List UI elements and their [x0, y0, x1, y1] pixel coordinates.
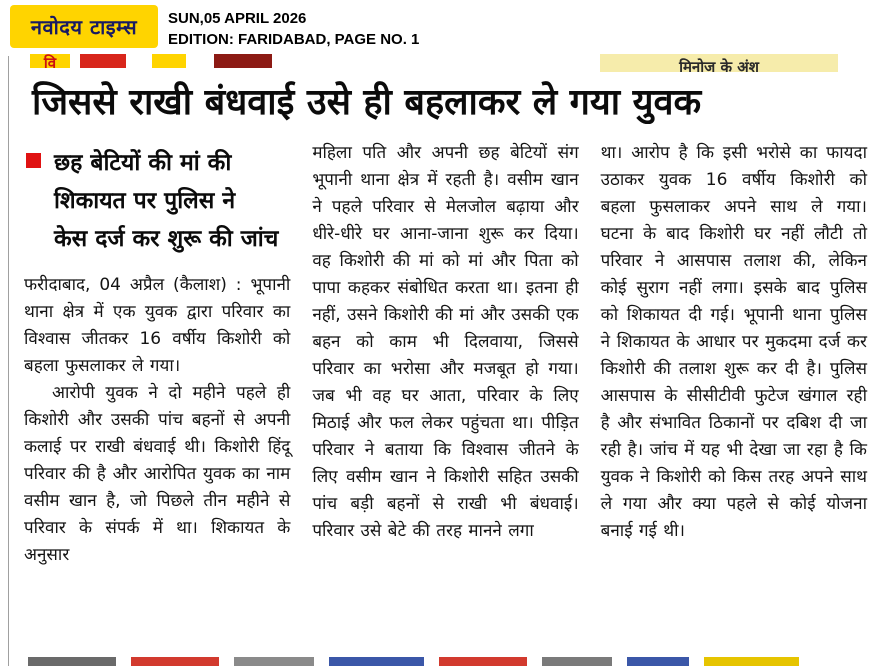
subhead-line: केस दर्ज कर शुरू की जांच [54, 226, 279, 253]
cutoff-text-fragment: वि [30, 54, 70, 68]
article-clipping [0, 54, 889, 666]
sub-headline [24, 144, 290, 258]
date-edition-block [168, 8, 419, 50]
column-2 [312, 140, 578, 569]
article-headline: जिससे राखी बंधवाई उसे ही बहलाकर ले गया युवक [32, 82, 702, 123]
torn-fragment [131, 657, 219, 666]
body-paragraph: था। आरोप है कि इसी भरोसे का फायदा उठाकर युवक 16 वर्षीय किशोरी को बहला फुसलाकर अपने साथ ले गया। घटना के बाद किशोरी घर नहीं लौटी तो परिवार ने आसपास तलाश की, लेकिन कोई सुराग नहीं लगा। इसके बाद पुलिस को शिकायत दी गई। भूपानी थाना पुलिस ने शिकायत के आधार पर मुकदमा दर्ज कर किशोरी की तलाश शुरू कर दी है। पुलिस आसपास के सीसीटीवी फुटेज खंगाल रही है और संभावित ठिकानों पर दबिश दी जा रही है। जांच में यह भी देखा जा रहा है कि युवक ने किशोरी को किस तरह अपने साथ ले गया और क्या पहले से कोई योजना बनाई गई थी। [600, 143, 867, 542]
edition-line: EDITION: FARIDABAD, PAGE NO. 1 [168, 31, 420, 48]
body-paragraph: महिला पति और अपनी छह बेटियों संग भूपानी थाना क्षेत्र में रहती है। वसीम खान ने पहले परिवार से मेलजोल बढ़ाया और धीरे-धीरे घर आना-जाना शुरू कर दिया। वह किशोरी की मां को मां और पिता को पापा कहकर संबोधित करता था। इतना ही नहीं, उसने किशोरी की मां और उसकी एक बहन को काम भी दिलवाया, जिससे परिवार का भरोसा और मजबूत हो गया। जब भी वह घर आता, परिवार के लिए मिठाई और फल लेकर पहुंचता था। पीड़ित परिवार ने बताया कि विश्वास जीतने के लिए वसीम खान ने किशोरी सहित उसकी पांच बड़ी बहनों से राखी भी बंधवाई। परिवार उसे बेटे की तरह मानने लगा [312, 143, 579, 542]
column-rule [8, 56, 9, 666]
date-line: SUN,05 APRIL 2026 [168, 10, 307, 27]
torn-fragment [28, 657, 116, 666]
torn-fragment [329, 657, 424, 666]
body-paragraph: आरोपी युवक ने दो महीने पहले ही किशोरी और उसकी पांच बहनों से अपनी कलाई पर राखी बंधवाई थी। किशोरी हिंदू परिवार की है और आरोपित युवक का नाम वसीम खान है, जो पिछले तीन महीने से परिवार के संपर्क में था। शिकायत के अनुसार [24, 383, 291, 566]
subhead-line: छह बेटियों की मां की [54, 150, 232, 177]
subhead-line: शिकायत पर पुलिस ने [54, 188, 236, 215]
newspaper-logo [10, 5, 158, 48]
article-columns [0, 124, 889, 569]
masthead [0, 0, 889, 54]
torn-fragment [439, 657, 527, 666]
cutoff-color-fragment [152, 54, 186, 68]
torn-fragment [234, 657, 314, 666]
cutoff-text-fragment: मिनोज के अंश [600, 54, 838, 72]
column-3 [601, 140, 867, 569]
bottom-fragments [28, 657, 871, 666]
torn-fragment [542, 657, 612, 666]
cutoff-color-fragment [214, 54, 272, 68]
torn-fragment [704, 657, 799, 666]
logo-text: नवोदय टाइम्स [30, 15, 138, 39]
cutoff-color-fragment [80, 54, 126, 68]
torn-fragment [627, 657, 689, 666]
red-bullet-icon [26, 153, 41, 168]
column-1 [24, 140, 290, 569]
body-paragraph: फरीदाबाद, 04 अप्रैल (कैलाश) : भूपानी थाना क्षेत्र में एक युवक द्वारा परिवार का विश्वास जीतकर 16 वर्षीय किशोरी को बहला फुसलाकर ले गया। [24, 275, 291, 377]
